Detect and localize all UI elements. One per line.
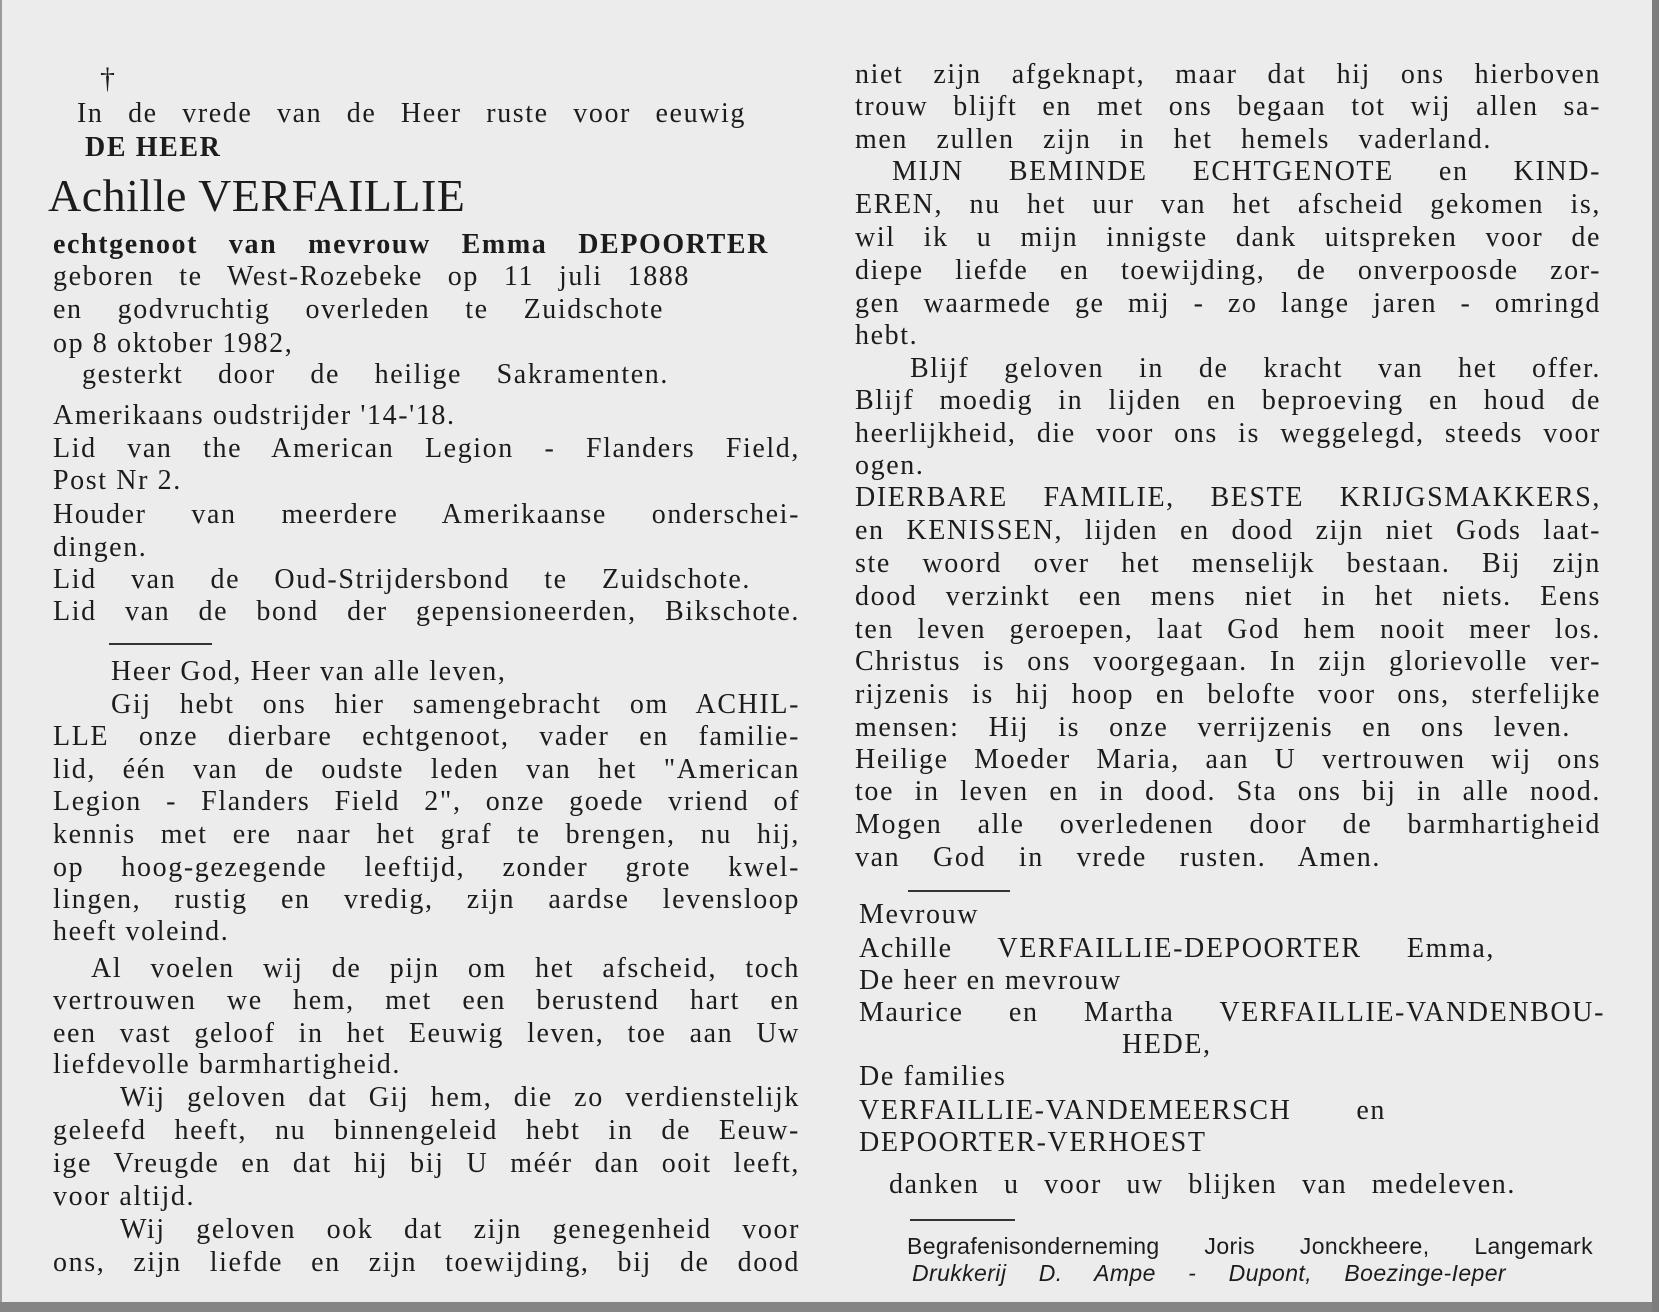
text-line: danken u voor uw blijken van medeleven. <box>889 1169 1516 1200</box>
text-line: van God in vrede rusten. Amen. <box>855 842 1381 873</box>
cross-icon: † <box>100 62 117 95</box>
text-line: gen waarmede ge mij - zo lange jaren - omringd <box>855 288 1601 319</box>
text-line: Amerikaans oudstrijder '14-'18. <box>53 400 456 431</box>
text-line: Lid van de bond der gepensioneerden, Bikschote. <box>53 596 800 627</box>
text-line: Mogen alle overledenen door de barmhartigheid <box>855 809 1601 840</box>
text-line: liefdevolle barmhartigheid. <box>53 1049 401 1080</box>
text-line: EREN, nu het uur van het afscheid gekomen is, <box>855 189 1601 220</box>
text-line: voor altijd. <box>53 1181 196 1212</box>
divider <box>109 643 212 645</box>
text-line: toe in leven en in dood. Sta ons bij in alle nood. <box>855 776 1601 807</box>
text-line: VERFAILLIE-VANDEMEERSCH en <box>859 1095 1386 1126</box>
text-line: diepe liefde en toewijding, de onverpoosde zor- <box>855 255 1601 286</box>
text-line: Blijf moedig in lijden en beproeving en houd de <box>855 385 1601 416</box>
text-line: LLE onze dierbare echtgenoot, vader en familie- <box>53 721 800 752</box>
text-line: ons, zijn liefde en zijn toewijding, bij de dood <box>53 1247 800 1278</box>
text-line: dingen. <box>53 532 148 563</box>
text-line: en godvruchtig overleden te Zuidschote <box>53 294 664 325</box>
text-line: In de vrede van de Heer ruste voor eeuwig <box>77 98 746 129</box>
text-line: Christus is ons voorgegaan. In zijn glorievolle ver- <box>855 646 1601 677</box>
scan-edge-bottom <box>0 1302 1659 1312</box>
text-line: De families <box>859 1061 1007 1092</box>
text-line: Achille VERFAILLIE-DEPOORTER Emma, <box>859 933 1495 964</box>
text-line: Begrafenisonderneming Joris Jonckheere, Langemark <box>907 1233 1593 1259</box>
text-line: lid, één van de oudste leden van het "American <box>53 754 800 785</box>
text-line: ste woord over het menselijk bestaan. Bij zijn <box>855 548 1601 579</box>
text-line: trouw blijft en met ons begaan tot wij allen sa- <box>855 91 1601 122</box>
text-line: op hoog-gezegende leeftijd, zonder grote kwel- <box>53 852 800 883</box>
text-line: Al voelen wij de pijn om het afscheid, toch <box>91 953 800 984</box>
text-line: heerlijkheid, die voor ons is weggelegd, steeds voor <box>855 418 1601 449</box>
text-line: hebt. <box>855 320 919 351</box>
text-line: Wij geloven ook dat zijn genegenheid voor <box>120 1214 800 1245</box>
text-line: Lid van de Oud-Strijdersbond te Zuidschote. <box>53 564 751 595</box>
text-line: geleefd heeft, nu binnengeleid hebt in de Eeuw- <box>53 1115 800 1146</box>
text-line: heeft voleind. <box>53 916 230 947</box>
text-line: lingen, rustig en vredig, zijn aardse levensloop <box>53 884 800 915</box>
text-line: Wij geloven dat Gij hem, die zo verdienstelijk <box>120 1082 800 1113</box>
text-line: ogen. <box>855 450 925 481</box>
text-line: rijzenis is hij hoop en belofte voor ons, sterfelijke <box>855 679 1601 710</box>
text-line: MIJN BEMINDE ECHTGENOTE en KIND- <box>892 156 1601 187</box>
text-line: Post Nr 2. <box>53 465 182 496</box>
text-line: kennis met ere naar het graf te brengen, nu hij, <box>53 819 800 850</box>
text-line: wil ik u mijn innigste dank uitspreken voor de <box>855 222 1601 253</box>
text-line: een vast geloof in het Eeuwig leven, toe aan Uw <box>53 1018 800 1049</box>
text-line: ten leven geroepen, laat God hem nooit meer los. <box>855 614 1601 645</box>
text-line: geboren te West-Rozebeke op 11 juli 1888 <box>53 261 690 292</box>
deceased-name: Achille VERFAILLIE <box>48 170 466 221</box>
divider <box>908 890 1010 892</box>
text-line: mensen: Hij is onze verrijzenis en ons leven. <box>855 712 1571 743</box>
text-line: dood verzinkt een mens niet in het niets. Eens <box>855 581 1601 612</box>
text-line: Blijf geloven in de kracht van het offer. <box>910 353 1601 384</box>
text-line: vertrouwen we hem, met een berustend hart en <box>53 985 800 1016</box>
text-line: op 8 oktober 1982, <box>53 328 294 359</box>
text-line: Heilige Moeder Maria, aan U vertrouwen wij ons <box>855 744 1601 775</box>
divider <box>910 1219 1015 1221</box>
text-line: Drukkerij D. Ampe - Dupont, Boezinge-Ieper <box>912 1260 1506 1286</box>
text-line: Mevrouw <box>859 899 980 930</box>
text-line: niet zijn afgeknapt, maar dat hij ons hierboven <box>855 59 1601 90</box>
text-line: Heer God, Heer van alle leven, <box>111 656 507 687</box>
text-line: echtgenoot van mevrouw Emma DEPOORTER <box>53 229 769 260</box>
text-line: Maurice en Martha VERFAILLIE-VANDENBOU- <box>859 997 1605 1028</box>
text-line: De heer en mevrouw <box>859 965 1122 996</box>
text-line: Lid van the American Legion - Flanders Field, <box>53 433 800 464</box>
text-line: gesterkt door de heilige Sakramenten. <box>82 359 669 390</box>
text-line: DEPOORTER-VERHOEST <box>859 1127 1207 1158</box>
text-line: men zullen zijn in het hemels vaderland. <box>855 124 1492 155</box>
text-line: Houder van meerdere Amerikaanse onderschei- <box>53 499 800 530</box>
text-line: DE HEER <box>85 132 222 163</box>
text-line: Legion - Flanders Field 2", onze goede vriend of <box>53 786 800 817</box>
scan-edge-right <box>1652 0 1659 1312</box>
text-line: ige Vreugde en dat hij bij U méér dan ooit leeft, <box>53 1148 800 1179</box>
text-line: en KENISSEN, lijden en dood zijn niet Gods laat- <box>855 515 1601 546</box>
text-line: HEDE, <box>1122 1029 1212 1060</box>
text-line: DIERBARE FAMILIE, BESTE KRIJGSMAKKERS, <box>855 482 1601 513</box>
text-line: Gij hebt ons hier samengebracht om ACHIL- <box>111 689 800 720</box>
